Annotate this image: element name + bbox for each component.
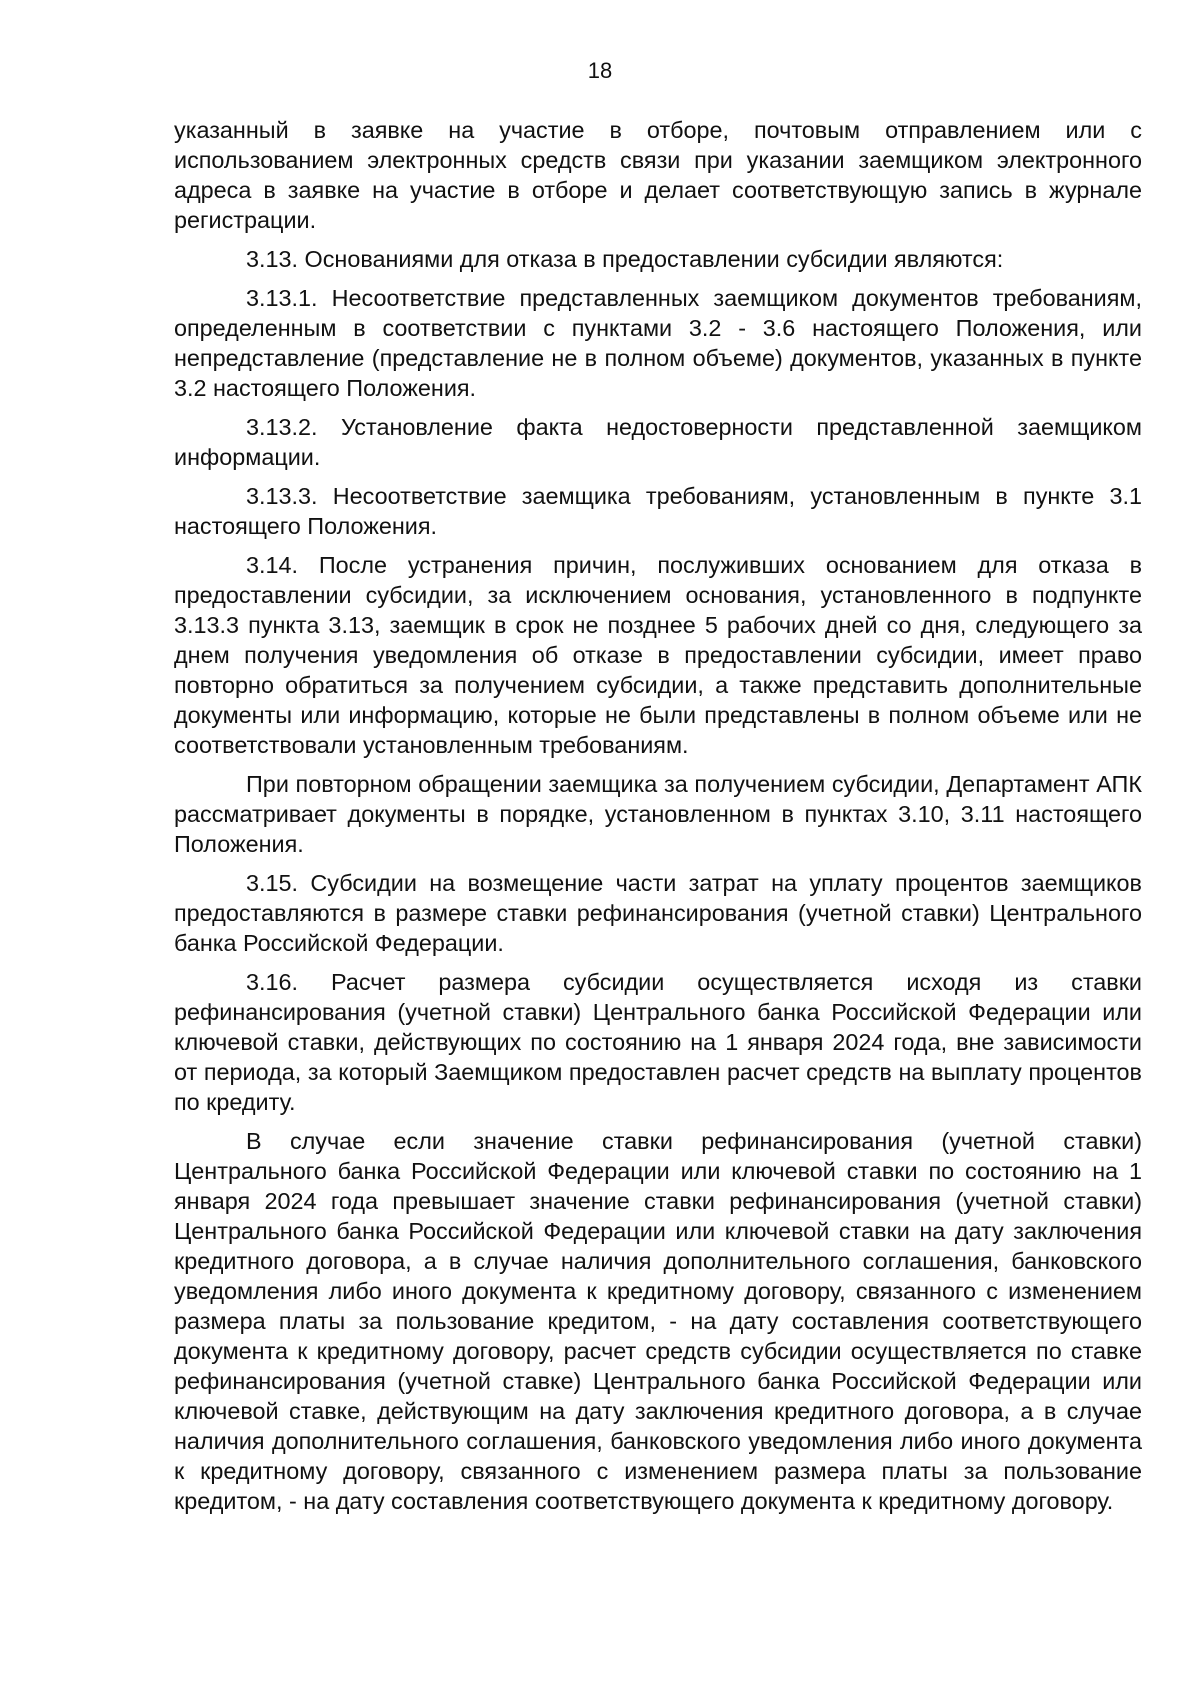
paragraph-3-16: 3.16. Расчет размера субсидии осуществляется исходя из ставки рефинансирования (учетной ставки) Центрального банка Российской Федерации или ключевой ставки, действующих по состоянию на 1 января 2024 года, вне зависимости от периода, за который Заемщиком предоставлен расчет средств на выплату процентов по кредиту.	[174, 969, 1142, 1115]
document-body	[174, 115, 1142, 1525]
paragraph-3-13-1: 3.13.1. Несоответствие представленных заемщиком документов требованиям, определенным в соответствии с пунктами 3.2 - 3.6 настоящего Положения, или непредставление (представление не в полном объеме) документов, указанных в пункте 3.2 настоящего Положения.	[174, 285, 1142, 401]
paragraph-3-13-2: 3.13.2. Установление факта недостоверности представленной заемщиком информации.	[174, 414, 1142, 470]
paragraph-3-13-3: 3.13.3. Несоответствие заемщика требованиям, установленным в пункте 3.1 настоящего Положения.	[174, 483, 1142, 539]
paragraph-3-14: 3.14. После устранения причин, послуживших основанием для отказа в предоставлении субсидии, за исключением основания, установленного в подпункте 3.13.3 пункта 3.13, заемщик в срок не позднее 5 рабочих дней со дня, следующего за днем получения уведомления об отказе в предоставлении субсидии, имеет право повторно обратиться за получением субсидии, а также представить дополнительные документы или информацию, которые не были представлены в полном объеме или не соответствовали установленным требованиям.	[174, 552, 1142, 758]
paragraph-rate-exceeds: В случае если значение ставки рефинансирования (учетной ставки) Центрального банка Российской Федерации или ключевой ставки по состоянию на 1 января 2024 года превышает значение ставки рефинансирования (учетной ставки) Центрального банка Российской Федерации или ключевой ставки на дату заключения кредитного договора, а в случае наличия дополнительного соглашения, банковского уведомления либо иного документа к кредитному договору, связанного с изменением размера платы за пользование кредитом, - на дату составления соответствующего документа к кредитному договору, расчет средств субсидии осуществляется по ставке рефинансирования (учетной ставке) Центрального банка Российской Федерации или ключевой ставке, действующим на дату заключения кредитного договора, а в случае наличия дополнительного соглашения, банковского уведомления либо иного документа к кредитному договору, связанного с изменением размера платы за пользование кредитом, - на дату составления соответствующего документа к кредитному договору.	[174, 1128, 1142, 1514]
paragraph-3-15: 3.15. Субсидии на возмещение части затрат на уплату процентов заемщиков предоставляются в размере ставки рефинансирования (учетной ставки) Центрального банка Российской Федерации.	[174, 870, 1142, 956]
paragraph-continuation: указанный в заявке на участие в отборе, почтовым отправлением или с использованием электронных средств связи при указании заемщиком электронного адреса в заявке на участие в отборе и делает соответствующую запись в журнале регистрации.	[174, 117, 1142, 233]
page-number: 18	[587, 58, 613, 83]
paragraph-repeat-application: При повторном обращении заемщика за получением субсидии, Департамент АПК рассматривает документы в порядке, установленном в пунктах 3.10, 3.11 настоящего Положения.	[174, 771, 1142, 857]
paragraph-3-13: 3.13. Основаниями для отказа в предоставлении субсидии являются:	[246, 246, 1004, 272]
